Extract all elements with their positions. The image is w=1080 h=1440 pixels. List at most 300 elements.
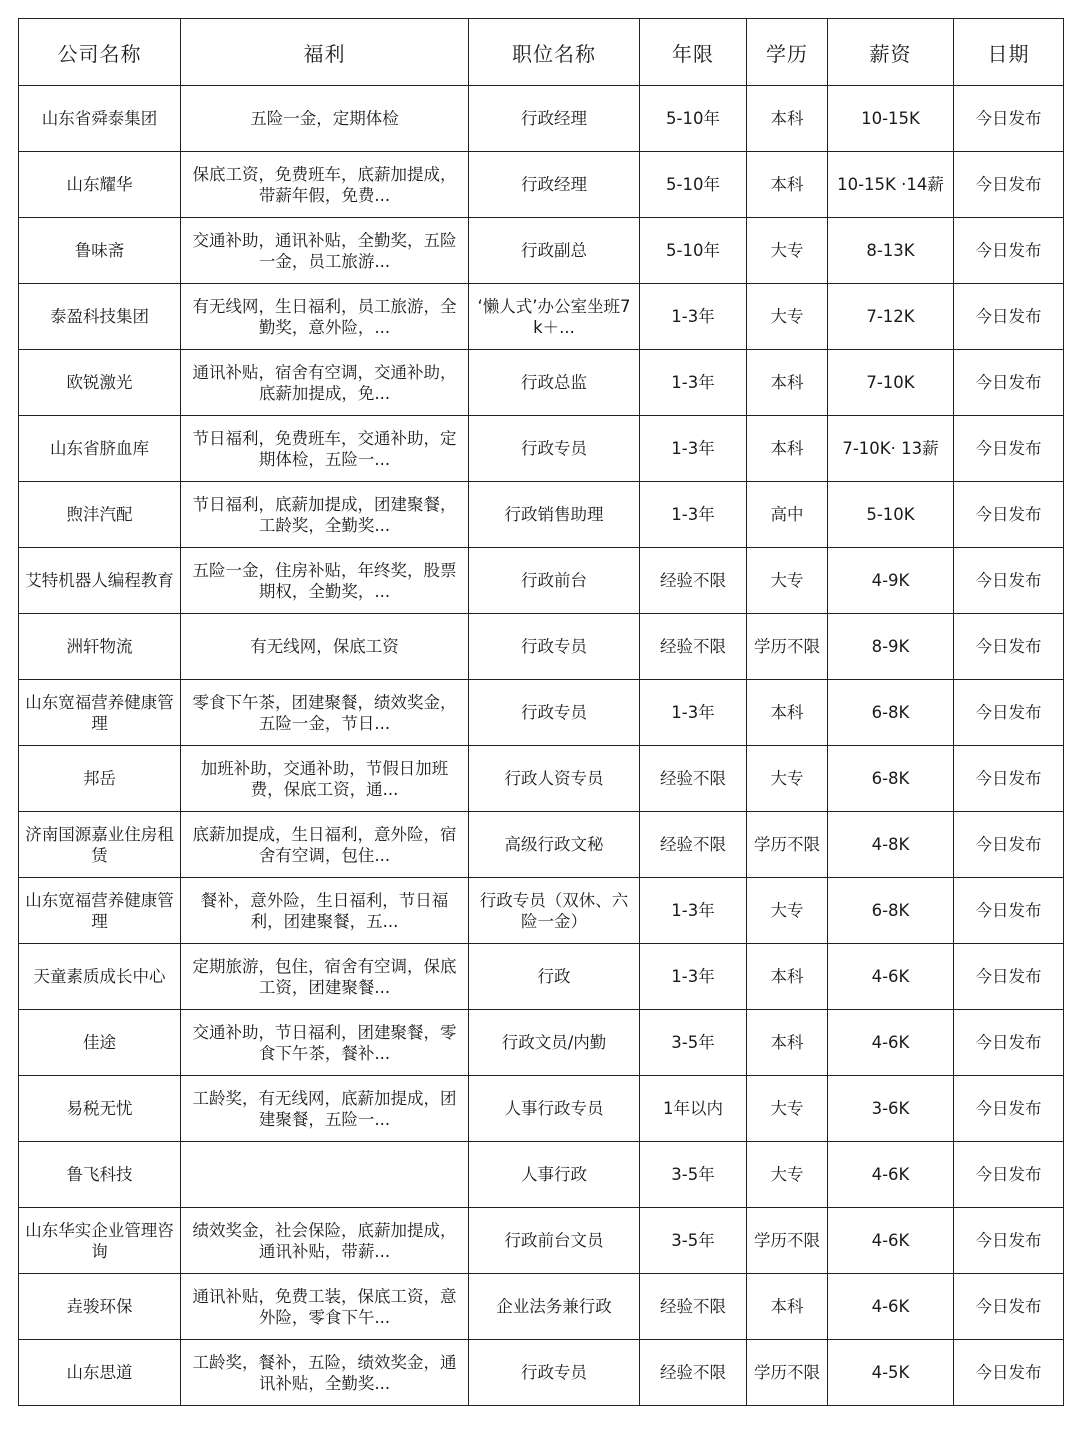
cell-company <box>19 812 181 878</box>
cell-benefits-text: 节日福利，免费班车，交通补助，定期体检，五险一... <box>192 428 457 469</box>
cell-position <box>469 86 640 152</box>
cell-education-text: 学历不限 <box>754 1231 820 1250</box>
cell-company <box>19 416 181 482</box>
cell-company-text: 山东思道 <box>66 1363 133 1382</box>
cell-experience <box>640 944 747 1010</box>
cell-salary <box>828 416 954 482</box>
cell-salary <box>828 1010 954 1076</box>
cell-date-text: 今日发布 <box>975 307 1042 326</box>
cell-education-text: 本科 <box>770 967 804 986</box>
table-row <box>19 1274 1064 1340</box>
cell-experience-text: 经验不限 <box>660 769 726 788</box>
cell-education <box>747 218 828 284</box>
cell-experience-text: 1-3年 <box>671 373 715 392</box>
cell-position <box>469 548 640 614</box>
cell-date-text: 今日发布 <box>975 769 1042 788</box>
cell-benefits-text: 保底工资，免费班车，底薪加提成，带薪年假，免费... <box>192 164 457 205</box>
cell-salary-text: 8-9K <box>871 637 910 656</box>
cell-date <box>954 878 1064 944</box>
cell-date <box>954 1076 1064 1142</box>
cell-position-text: ‘懒人式’办公室坐班7k＋... <box>477 296 631 337</box>
cell-benefits-text: 有无线网，生日福利，员工旅游，全勤奖，意外险，... <box>192 296 457 337</box>
cell-salary <box>828 1142 954 1208</box>
cell-company <box>19 548 181 614</box>
cell-salary <box>828 284 954 350</box>
cell-date <box>954 152 1064 218</box>
cell-experience-text: 1-3年 <box>671 967 715 986</box>
cell-company <box>19 1208 181 1274</box>
cell-salary <box>828 1208 954 1274</box>
cell-education-text: 大专 <box>770 1165 804 1184</box>
cell-date <box>954 1208 1064 1274</box>
cell-education <box>747 746 828 812</box>
cell-date <box>954 680 1064 746</box>
cell-benefits-text: 通讯补贴，免费工装，保底工资，意外险，零食下午... <box>192 1286 457 1327</box>
cell-company <box>19 482 181 548</box>
cell-position <box>469 812 640 878</box>
table-row <box>19 86 1064 152</box>
cell-education <box>747 614 828 680</box>
cell-company-text: 泰盈科技集团 <box>50 307 149 326</box>
cell-date <box>954 614 1064 680</box>
cell-salary-text: 4-9K <box>871 571 910 590</box>
cell-date <box>954 548 1064 614</box>
cell-education <box>747 416 828 482</box>
cell-education <box>747 482 828 548</box>
cell-education-text: 本科 <box>770 1297 804 1316</box>
cell-education <box>747 812 828 878</box>
cell-position-text: 行政前台 <box>521 571 587 590</box>
cell-education-text: 学历不限 <box>754 637 820 656</box>
cell-experience-text: 1-3年 <box>671 439 715 458</box>
cell-education <box>747 86 828 152</box>
cell-salary <box>828 878 954 944</box>
cell-company-text: 洲轩物流 <box>66 637 133 656</box>
table-row <box>19 482 1064 548</box>
cell-experience-text: 经验不限 <box>660 637 726 656</box>
cell-experience-text: 3-5年 <box>671 1231 715 1250</box>
cell-position-text: 行政专员 <box>521 637 587 656</box>
cell-experience-text: 5-10年 <box>666 241 720 260</box>
cell-experience <box>640 548 747 614</box>
cell-education-text: 本科 <box>770 109 804 128</box>
cell-position <box>469 350 640 416</box>
cell-experience <box>640 416 747 482</box>
cell-date-text: 今日发布 <box>975 1165 1042 1184</box>
cell-benefits <box>181 812 469 878</box>
cell-salary <box>828 614 954 680</box>
cell-company-text: 垚骏环保 <box>66 1297 133 1316</box>
cell-salary-text: 7-10K <box>866 373 915 392</box>
cell-position-text: 行政经理 <box>521 109 587 128</box>
cell-benefits-text: 定期旅游，包住，宿舍有空调，保底工资，团建聚餐... <box>192 956 457 997</box>
cell-salary-text: 4-6K <box>871 1231 910 1250</box>
table-row <box>19 812 1064 878</box>
cell-salary-text: 3-6K <box>871 1099 910 1118</box>
cell-salary-text: 7-10K· 13薪 <box>842 439 939 458</box>
cell-experience-text: 1-3年 <box>671 703 715 722</box>
cell-date-text: 今日发布 <box>975 1297 1042 1316</box>
cell-position <box>469 878 640 944</box>
cell-salary-text: 7-12K <box>866 307 915 326</box>
cell-benefits-text: 底薪加提成，生日福利，意外险，宿舍有空调，包住... <box>192 824 457 865</box>
cell-position <box>469 614 640 680</box>
cell-company <box>19 1010 181 1076</box>
cell-company-text: 山东耀华 <box>66 175 133 194</box>
cell-benefits-text: 交通补助，通讯补贴，全勤奖，五险一金，员工旅游... <box>192 230 457 271</box>
cell-date-text: 今日发布 <box>975 901 1042 920</box>
cell-date-text: 今日发布 <box>975 241 1042 260</box>
cell-position <box>469 218 640 284</box>
table-row <box>19 746 1064 812</box>
cell-company <box>19 746 181 812</box>
cell-experience-text: 经验不限 <box>660 835 726 854</box>
cell-position <box>469 746 640 812</box>
cell-salary-text: 10-15K <box>861 109 920 128</box>
cell-education-text: 本科 <box>770 439 804 458</box>
cell-salary <box>828 152 954 218</box>
cell-benefits <box>181 86 469 152</box>
cell-education-text: 大专 <box>770 901 804 920</box>
cell-education <box>747 1010 828 1076</box>
job-listing-table <box>18 18 1064 1406</box>
cell-salary <box>828 680 954 746</box>
cell-salary <box>828 746 954 812</box>
cell-benefits-text: 五险一金，住房补贴，年终奖，股票期权，全勤奖，... <box>192 560 457 601</box>
cell-position <box>469 482 640 548</box>
cell-education <box>747 152 828 218</box>
cell-experience-text: 1年以内 <box>663 1099 723 1118</box>
cell-experience-text: 经验不限 <box>660 571 726 590</box>
cell-experience-text: 3-5年 <box>671 1165 715 1184</box>
cell-position <box>469 1274 640 1340</box>
cell-benefits <box>181 482 469 548</box>
header-date: 日期 <box>954 19 1064 86</box>
cell-date-text: 今日发布 <box>975 571 1042 590</box>
header-salary: 薪资 <box>828 19 954 86</box>
cell-education-text: 本科 <box>770 703 804 722</box>
cell-company-text: 济南国源嘉业住房租赁 <box>25 824 174 865</box>
cell-education-text: 学历不限 <box>754 1363 820 1382</box>
cell-date-text: 今日发布 <box>975 175 1042 194</box>
cell-position-text: 行政专员 <box>521 703 587 722</box>
cell-company <box>19 1142 181 1208</box>
cell-salary-text: 4-5K <box>871 1363 910 1382</box>
cell-company-text: 山东省舜泰集团 <box>41 109 158 128</box>
cell-position-text: 企业法务兼行政 <box>496 1297 612 1316</box>
cell-position-text: 高级行政文秘 <box>504 835 604 854</box>
cell-position-text: 行政总监 <box>521 373 587 392</box>
cell-education <box>747 1274 828 1340</box>
cell-benefits <box>181 416 469 482</box>
cell-experience <box>640 614 747 680</box>
cell-education-text: 学历不限 <box>754 835 820 854</box>
cell-education-text: 大专 <box>770 1099 804 1118</box>
cell-benefits-text: 五险一金，定期体检 <box>250 109 399 128</box>
cell-position-text: 行政经理 <box>521 175 587 194</box>
cell-experience <box>640 746 747 812</box>
cell-benefits <box>181 1340 469 1406</box>
cell-benefits <box>181 218 469 284</box>
cell-benefits <box>181 1010 469 1076</box>
cell-date <box>954 416 1064 482</box>
cell-benefits <box>181 152 469 218</box>
cell-benefits-text: 零食下午茶，团建聚餐，绩效奖金，五险一金，节日... <box>192 692 457 733</box>
table-row <box>19 878 1064 944</box>
cell-company-text: 煦沣汽配 <box>66 505 133 524</box>
cell-education-text: 大专 <box>770 307 804 326</box>
cell-date-text: 今日发布 <box>975 637 1042 656</box>
cell-salary-text: 4-6K <box>871 967 910 986</box>
cell-benefits <box>181 614 469 680</box>
job-listing-table-wrapper <box>18 18 1063 1406</box>
cell-benefits-text: 节日福利，底薪加提成，团建聚餐，工龄奖，全勤奖... <box>192 494 457 535</box>
cell-experience <box>640 1142 747 1208</box>
cell-company-text: 欧锐激光 <box>66 373 133 392</box>
cell-experience-text: 3-5年 <box>671 1033 715 1052</box>
cell-company <box>19 1274 181 1340</box>
header-education: 学历 <box>747 19 828 86</box>
cell-education-text: 本科 <box>770 373 804 392</box>
cell-salary-text: 6-8K <box>871 769 910 788</box>
cell-company-text: 山东宽福营养健康管理 <box>25 890 174 931</box>
cell-benefits-text: 餐补，意外险，生日福利，节日福利，团建聚餐，五... <box>200 890 449 931</box>
table-row <box>19 548 1064 614</box>
cell-benefits-text: 交通补助，节日福利，团建聚餐，零食下午茶，餐补... <box>192 1022 457 1063</box>
cell-experience-text: 1-3年 <box>671 307 715 326</box>
cell-salary-text: 4-6K <box>871 1165 910 1184</box>
cell-experience <box>640 1340 747 1406</box>
cell-education <box>747 878 828 944</box>
cell-experience <box>640 152 747 218</box>
header-company: 公司名称 <box>19 19 181 86</box>
cell-benefits-text: 工龄奖，有无线网，底薪加提成，团建聚餐，五险一... <box>192 1088 457 1129</box>
cell-salary-text: 10-15K ·14薪 <box>837 175 944 194</box>
cell-position <box>469 1010 640 1076</box>
cell-date-text: 今日发布 <box>975 1231 1042 1250</box>
cell-date <box>954 944 1064 1010</box>
cell-date <box>954 284 1064 350</box>
cell-salary <box>828 812 954 878</box>
table-row <box>19 614 1064 680</box>
table-row <box>19 1142 1064 1208</box>
cell-benefits <box>181 680 469 746</box>
header-position: 职位名称 <box>469 19 640 86</box>
cell-benefits <box>181 878 469 944</box>
cell-salary <box>828 86 954 152</box>
cell-company-text: 艾特机器人编程教育 <box>25 571 174 590</box>
cell-benefits <box>181 350 469 416</box>
cell-benefits <box>181 1076 469 1142</box>
cell-salary-text: 8-13K <box>866 241 915 260</box>
cell-benefits-text: 工龄奖，餐补，五险，绩效奖金，通讯补贴，全勤奖... <box>192 1352 457 1393</box>
cell-date <box>954 1010 1064 1076</box>
cell-date-text: 今日发布 <box>975 109 1042 128</box>
table-row <box>19 1208 1064 1274</box>
cell-date-text: 今日发布 <box>975 967 1042 986</box>
cell-company <box>19 86 181 152</box>
cell-education-text: 大专 <box>770 769 804 788</box>
cell-company-text: 山东华实企业管理咨询 <box>25 1220 174 1261</box>
cell-experience <box>640 1010 747 1076</box>
cell-position <box>469 1208 640 1274</box>
cell-company-text: 山东宽福营养健康管理 <box>25 692 174 733</box>
cell-salary-text: 4-6K <box>871 1033 910 1052</box>
cell-experience-text: 经验不限 <box>660 1297 726 1316</box>
table-row <box>19 218 1064 284</box>
cell-experience-text: 5-10年 <box>666 109 720 128</box>
cell-benefits-text: 加班补助，交通补助，节假日加班费，保底工资，通... <box>200 758 449 799</box>
cell-position-text: 人事行政 <box>521 1165 587 1184</box>
cell-company <box>19 1340 181 1406</box>
table-row <box>19 944 1064 1010</box>
cell-position-text: 行政人资专员 <box>504 769 604 788</box>
cell-experience <box>640 1274 747 1340</box>
cell-benefits <box>181 1274 469 1340</box>
cell-education <box>747 350 828 416</box>
cell-education-text: 本科 <box>770 1033 804 1052</box>
cell-experience <box>640 86 747 152</box>
cell-education <box>747 1208 828 1274</box>
cell-date-text: 今日发布 <box>975 1099 1042 1118</box>
cell-education-text: 大专 <box>770 571 804 590</box>
cell-salary-text: 6-8K <box>871 901 910 920</box>
cell-company-text: 佳途 <box>83 1033 116 1052</box>
cell-education <box>747 1076 828 1142</box>
cell-salary <box>828 1076 954 1142</box>
cell-date <box>954 218 1064 284</box>
cell-education <box>747 680 828 746</box>
cell-experience <box>640 680 747 746</box>
cell-date <box>954 812 1064 878</box>
cell-benefits <box>181 944 469 1010</box>
cell-position-text: 行政专员（双休、六险一金） <box>479 890 629 931</box>
cell-education-text: 大专 <box>770 241 804 260</box>
cell-salary-text: 6-8K <box>871 703 910 722</box>
cell-benefits <box>181 284 469 350</box>
cell-date-text: 今日发布 <box>975 439 1042 458</box>
cell-company-text: 天童素质成长中心 <box>33 967 166 986</box>
cell-date <box>954 1340 1064 1406</box>
cell-position-text: 行政前台文员 <box>504 1231 604 1250</box>
cell-experience <box>640 284 747 350</box>
cell-salary <box>828 548 954 614</box>
table-body <box>19 86 1064 1406</box>
cell-benefits-text: 绩效奖金，社会保险，底薪加提成，通讯补贴，带薪... <box>192 1220 457 1261</box>
table-row <box>19 152 1064 218</box>
cell-education <box>747 1142 828 1208</box>
cell-position-text: 行政文员/内勤 <box>501 1033 607 1052</box>
cell-experience <box>640 350 747 416</box>
cell-education <box>747 284 828 350</box>
cell-position-text: 行政专员 <box>521 1363 587 1382</box>
cell-salary <box>828 218 954 284</box>
cell-company <box>19 218 181 284</box>
cell-salary <box>828 350 954 416</box>
cell-benefits <box>181 746 469 812</box>
cell-date-text: 今日发布 <box>975 1033 1042 1052</box>
cell-position <box>469 944 640 1010</box>
cell-position <box>469 680 640 746</box>
cell-date-text: 今日发布 <box>975 505 1042 524</box>
cell-date-text: 今日发布 <box>975 835 1042 854</box>
cell-benefits <box>181 548 469 614</box>
cell-benefits-text: 通讯补贴，宿舍有空调，交通补助，底薪加提成，免... <box>192 362 457 403</box>
cell-company-text: 鲁飞科技 <box>66 1165 133 1184</box>
cell-position-text: 行政销售助理 <box>504 505 604 524</box>
cell-education <box>747 548 828 614</box>
cell-benefits <box>181 1208 469 1274</box>
cell-salary <box>828 482 954 548</box>
cell-company-text: 邦岳 <box>83 769 116 788</box>
table-row <box>19 1340 1064 1406</box>
cell-salary <box>828 1340 954 1406</box>
cell-position <box>469 1076 640 1142</box>
cell-salary-text: 5-10K <box>866 505 915 524</box>
cell-education <box>747 944 828 1010</box>
cell-position <box>469 152 640 218</box>
cell-company <box>19 878 181 944</box>
cell-company <box>19 350 181 416</box>
cell-company <box>19 152 181 218</box>
cell-position <box>469 1340 640 1406</box>
cell-date-text: 今日发布 <box>975 373 1042 392</box>
cell-education-text: 高中 <box>770 505 804 524</box>
cell-company-text: 易税无忧 <box>66 1099 133 1118</box>
cell-salary <box>828 1274 954 1340</box>
cell-salary-text: 4-8K <box>871 835 910 854</box>
table-header-row <box>19 19 1064 86</box>
cell-position-text: 行政 <box>537 967 571 986</box>
cell-experience-text: 5-10年 <box>666 175 720 194</box>
header-experience: 年限 <box>640 19 747 86</box>
cell-date <box>954 482 1064 548</box>
cell-company-text: 山东省脐血库 <box>50 439 149 458</box>
cell-date <box>954 350 1064 416</box>
cell-position-text: 人事行政专员 <box>504 1099 604 1118</box>
cell-experience-text: 1-3年 <box>671 505 715 524</box>
cell-date <box>954 1142 1064 1208</box>
cell-salary <box>828 944 954 1010</box>
table-row <box>19 1076 1064 1142</box>
cell-salary-text: 4-6K <box>871 1297 910 1316</box>
cell-company <box>19 1076 181 1142</box>
cell-company <box>19 614 181 680</box>
cell-experience <box>640 878 747 944</box>
cell-experience <box>640 218 747 284</box>
table-row <box>19 350 1064 416</box>
cell-experience <box>640 482 747 548</box>
cell-company <box>19 284 181 350</box>
cell-position <box>469 416 640 482</box>
cell-company <box>19 680 181 746</box>
cell-position-text: 行政副总 <box>521 241 587 260</box>
header-benefits: 福利 <box>181 19 469 86</box>
cell-benefits-text: 有无线网，保底工资 <box>250 637 399 656</box>
cell-benefits <box>181 1142 469 1208</box>
cell-experience <box>640 1208 747 1274</box>
cell-experience-text: 1-3年 <box>671 901 715 920</box>
cell-company <box>19 944 181 1010</box>
table-row <box>19 680 1064 746</box>
cell-position <box>469 1142 640 1208</box>
cell-date-text: 今日发布 <box>975 1363 1042 1382</box>
cell-experience-text: 经验不限 <box>660 1363 726 1382</box>
cell-education-text: 本科 <box>770 175 804 194</box>
cell-experience <box>640 1076 747 1142</box>
table-row <box>19 416 1064 482</box>
cell-position-text: 行政专员 <box>521 439 587 458</box>
